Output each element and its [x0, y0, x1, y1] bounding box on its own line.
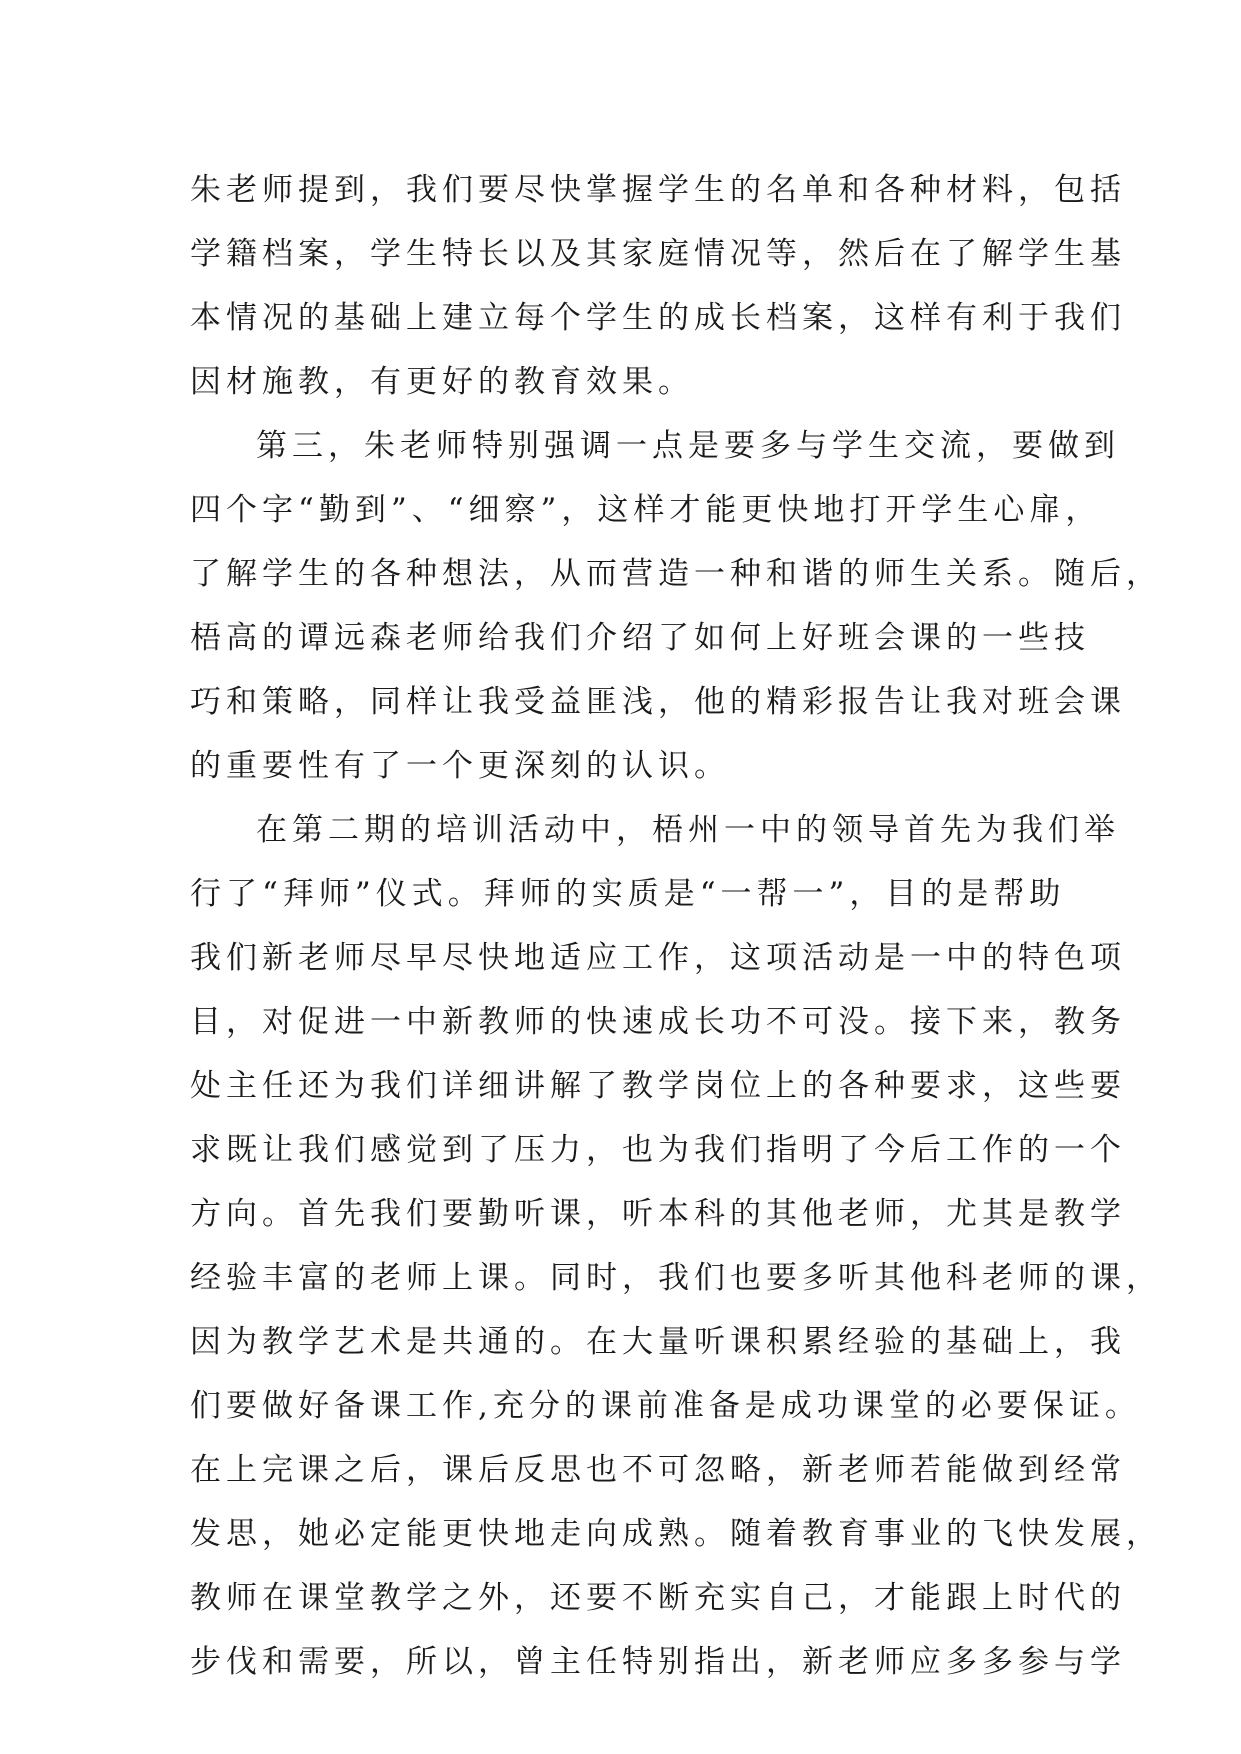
text-line: 梧高的谭远森老师给我们介绍了如何上好班会课的一些技 [190, 620, 1090, 656]
text-line: 们要做好备课工作,充分的课前准备是成功课堂的必要保证。 [190, 1388, 1141, 1424]
text-line: 方向。首先我们要勤听课，听本科的其他老师，尤其是教学 [190, 1196, 1126, 1232]
text-line: 目，对促进一中新教师的快速成长功不可没。接下来，教务 [190, 1004, 1126, 1040]
text-line: 教师在课堂教学之外，还要不断充实自己，才能跟上时代的 [190, 1580, 1126, 1616]
text-line: 处主任还为我们详细讲解了教学岗位上的各种要求，这些要 [190, 1068, 1126, 1104]
text-line: 朱老师提到，我们要尽快掌握学生的名单和各种材料，包括 [190, 172, 1126, 208]
text-line: 因材施教，有更好的教育效果。 [190, 364, 694, 400]
text-line: 步伐和需要，所以，曾主任特别指出，新老师应多多参与学 [190, 1644, 1126, 1680]
text-line: 第三，朱老师特别强调一点是要多与学生交流，要做到 [256, 428, 1120, 464]
text-line: 在上完课之后，课后反思也不可忽略，新老师若能做到经常 [190, 1452, 1126, 1488]
text-line: 学籍档案，学生特长以及其家庭情况等，然后在了解学生基 [190, 236, 1126, 272]
text-line: 四个字“勤到”、“细察”，这样才能更快地打开学生心扉， [190, 492, 1102, 528]
text-line: 经验丰富的老师上课。同时，我们也要多听其他科老师的课， [190, 1260, 1162, 1296]
text-line: 我们新老师尽早尽快地适应工作，这项活动是一中的特色项 [190, 940, 1126, 976]
text-line: 巧和策略，同样让我受益匪浅，他的精彩报告让我对班会课 [190, 684, 1126, 720]
text-line: 发思，她必定能更快地走向成熟。随着教育事业的飞快发展， [190, 1516, 1162, 1552]
document-body [190, 158, 1162, 1694]
text-line: 行了“拜师”仪式。拜师的实质是“一帮一”，目的是帮助 [190, 876, 1066, 912]
text-line: 在第二期的培训活动中，梧州一中的领导首先为我们举 [256, 812, 1120, 848]
text-line: 因为教学艺术是共通的。在大量听课积累经验的基础上，我 [190, 1324, 1126, 1360]
text-line: 求既让我们感觉到了压力，也为我们指明了今后工作的一个 [190, 1132, 1126, 1168]
text-line: 了解学生的各种想法，从而营造一种和谐的师生关系。随后， [190, 556, 1162, 592]
text-line: 本情况的基础上建立每个学生的成长档案，这样有利于我们 [190, 300, 1126, 336]
text-line: 的重要性有了一个更深刻的认识。 [190, 748, 730, 784]
